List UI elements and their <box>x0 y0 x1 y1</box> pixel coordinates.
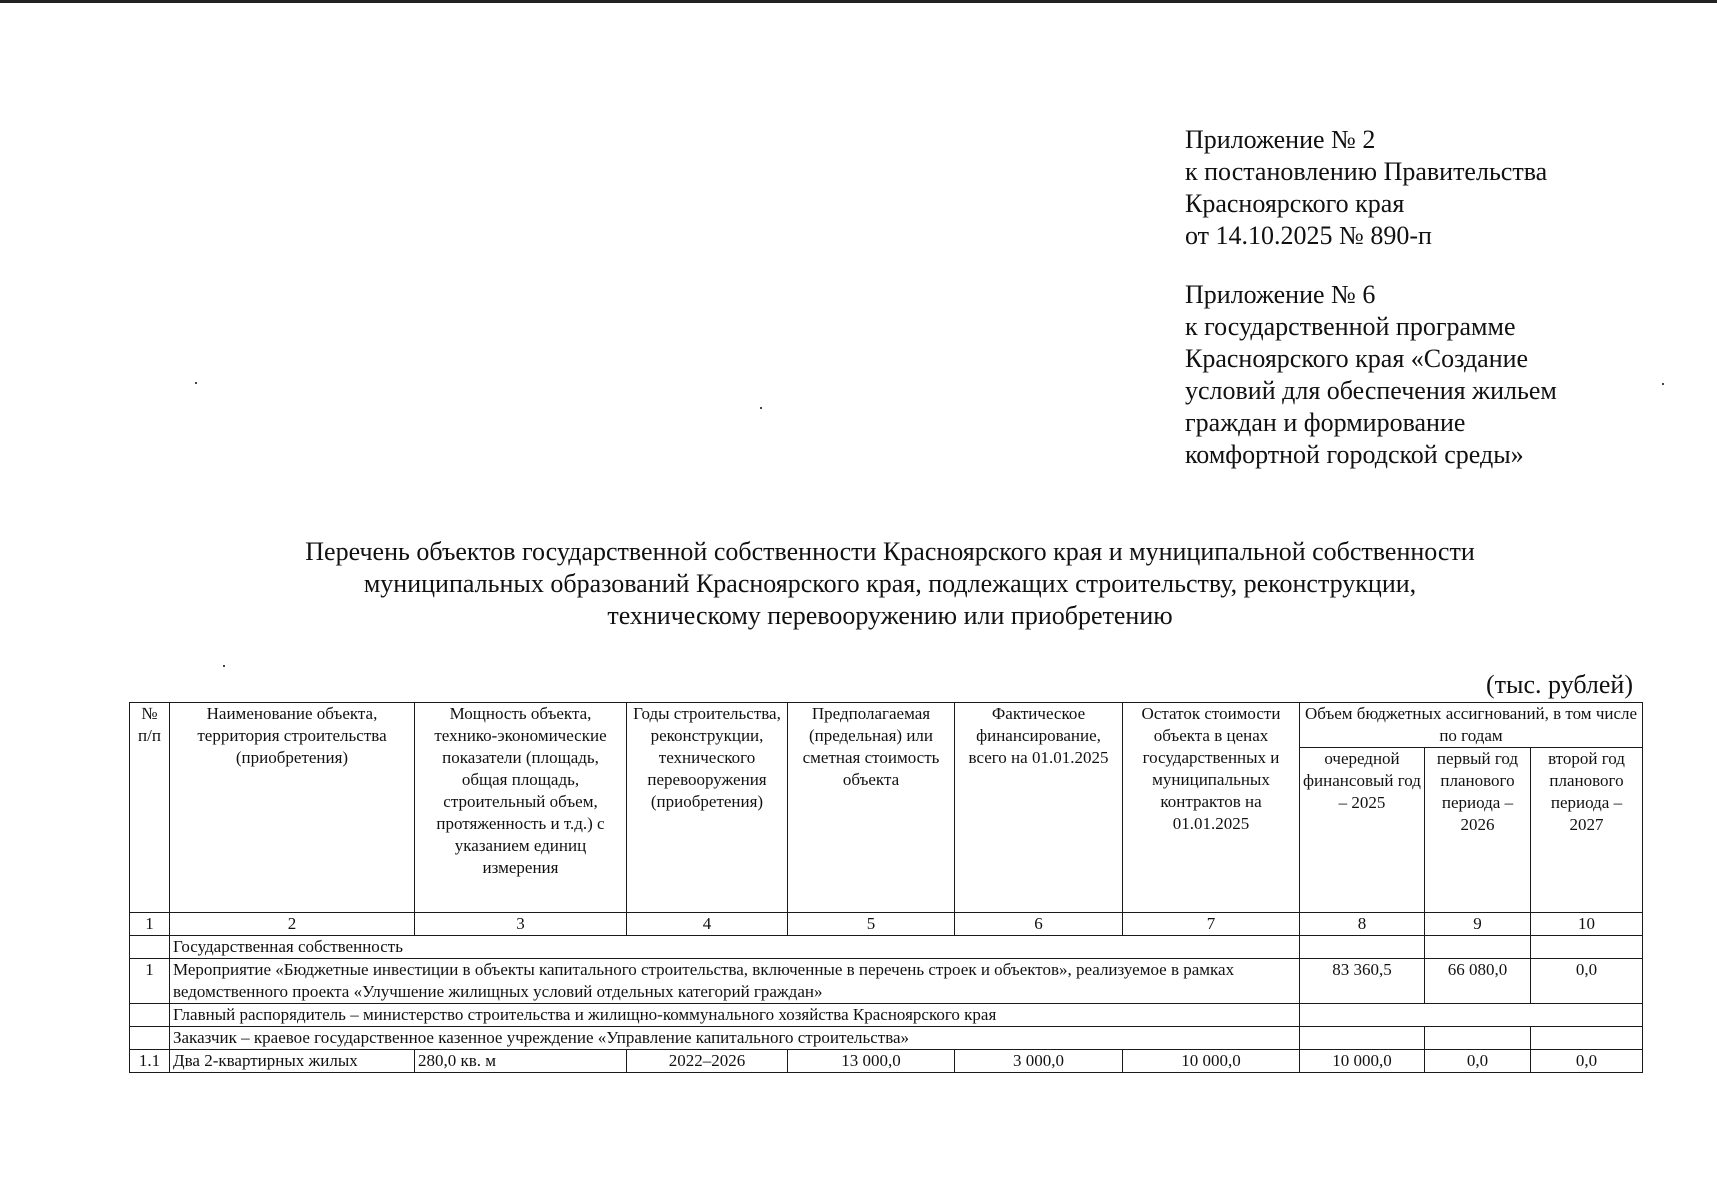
object-2025: 10 000,0 <box>1300 1050 1425 1073</box>
header-num: № п/п <box>130 703 170 913</box>
measure-2027: 0,0 <box>1531 959 1643 1004</box>
section-state-property: Государственная собственность <box>170 936 1300 959</box>
empty-cell <box>1531 936 1643 959</box>
title-line: муниципальных образований Красноярского края, подлежащих строительству, реконструкции, <box>363 569 1417 598</box>
table-row <box>130 1050 1643 1073</box>
column-number: 6 <box>955 913 1123 936</box>
annex-line: Приложение № 2 <box>1185 125 1376 154</box>
header-year-2025: очередной финансовый год – 2025 <box>1300 748 1425 913</box>
column-number: 5 <box>788 913 955 936</box>
measure-text: Мероприятие «Бюджетные инвестиции в объекты капитального строительства, включенные в перечень строек и объектов», реализуемое в рамках ведомственного проекта «Улучшение жилищных условий отдельных категорий граждан» <box>170 959 1300 1004</box>
top-border-line <box>0 0 1717 3</box>
annex-line: Приложение № 6 <box>1185 280 1376 309</box>
header-financed: Фактическое финансирование, всего на 01.01.2025 <box>955 703 1123 913</box>
object-2026: 0,0 <box>1425 1050 1531 1073</box>
title-line: Перечень объектов государственной собственности Красноярского края и муниципальной собственности <box>305 537 1475 566</box>
units-label: (тыс. рублей) <box>1485 670 1633 699</box>
header-cost: Предполагаемая (предельная) или сметная стоимость объекта <box>788 703 955 913</box>
table-row <box>130 1004 1643 1027</box>
title-line: техническому перевооружению или приобретению <box>607 601 1173 630</box>
object-2027: 0,0 <box>1531 1050 1643 1073</box>
measure-2025: 83 360,5 <box>1300 959 1425 1004</box>
empty-cell <box>1425 1027 1531 1050</box>
scan-speck <box>1662 383 1664 385</box>
header-remainder: Остаток стоимости объекта в ценах государственных и муниципальных контрактов на 01.01.2025 <box>1123 703 1300 913</box>
measure-2026: 66 080,0 <box>1425 959 1531 1004</box>
object-capacity: 280,0 кв. м <box>415 1050 627 1073</box>
document-title <box>150 536 1630 632</box>
empty-cell <box>1531 1027 1643 1050</box>
column-number: 8 <box>1300 913 1425 936</box>
column-number: 3 <box>415 913 627 936</box>
annex-line: Красноярского края «Создание <box>1185 344 1529 373</box>
table-row <box>130 936 1643 959</box>
annex-6-block <box>1185 279 1685 471</box>
header-years: Годы строительства, реконструкции, технического перевооружения (приобретения) <box>627 703 788 913</box>
column-number: 4 <box>627 913 788 936</box>
column-number: 10 <box>1531 913 1643 936</box>
column-number: 2 <box>170 913 415 936</box>
table-row <box>130 1027 1643 1050</box>
scan-speck <box>760 407 762 409</box>
empty-cell <box>130 936 170 959</box>
table-row <box>130 959 1643 1004</box>
object-years: 2022–2026 <box>627 1050 788 1073</box>
row-num: 1 <box>130 959 170 1004</box>
object-remainder: 10 000,0 <box>1123 1050 1300 1073</box>
column-number: 7 <box>1123 913 1300 936</box>
header-capacity: Мощность объекта, технико-экономические показатели (площадь, общая площадь, строительный объем, протяженность и т.д.) с указанием единиц измерения <box>415 703 627 913</box>
main-manager: Главный распорядитель – министерство строительства и жилищно-коммунального хозяйства Красноярского края <box>170 1004 1300 1027</box>
scan-speck <box>195 382 197 384</box>
empty-cell <box>130 1004 170 1027</box>
object-cost: 13 000,0 <box>788 1050 955 1073</box>
annex-2-block <box>1185 124 1685 252</box>
object-name: Два 2-квартирных жилых <box>170 1050 415 1073</box>
header-year-2027: второй год планового периода – 2027 <box>1531 748 1643 913</box>
column-number: 1 <box>130 913 170 936</box>
empty-cell <box>1300 1004 1643 1027</box>
annex-line: граждан и формирование <box>1185 408 1466 437</box>
scan-speck <box>223 665 225 667</box>
empty-cell <box>1425 936 1531 959</box>
empty-cell <box>130 1027 170 1050</box>
annex-line: к постановлению Правительства <box>1185 157 1548 186</box>
annex-line: к государственной программе <box>1185 312 1516 341</box>
annex-line: комфортной городской среды» <box>1185 440 1524 469</box>
object-financed: 3 000,0 <box>955 1050 1123 1073</box>
empty-cell <box>1300 1027 1425 1050</box>
objects-table <box>129 702 1643 1073</box>
empty-cell <box>1300 936 1425 959</box>
row-num: 1.1 <box>130 1050 170 1073</box>
annex-line: условий для обеспечения жильем <box>1185 376 1557 405</box>
annex-line: от 14.10.2025 № 890-п <box>1185 221 1432 250</box>
customer: Заказчик – краевое государственное казенное учреждение «Управление капитального строительства» <box>170 1027 1300 1050</box>
header-name: Наименование объекта, территория строительства (приобретения) <box>170 703 415 913</box>
column-number: 9 <box>1425 913 1531 936</box>
header-year-2026: первый год планового периода – 2026 <box>1425 748 1531 913</box>
annex-line: Красноярского края <box>1185 189 1405 218</box>
header-budget-group: Объем бюджетных ассигнований, в том числе по годам <box>1300 703 1643 748</box>
